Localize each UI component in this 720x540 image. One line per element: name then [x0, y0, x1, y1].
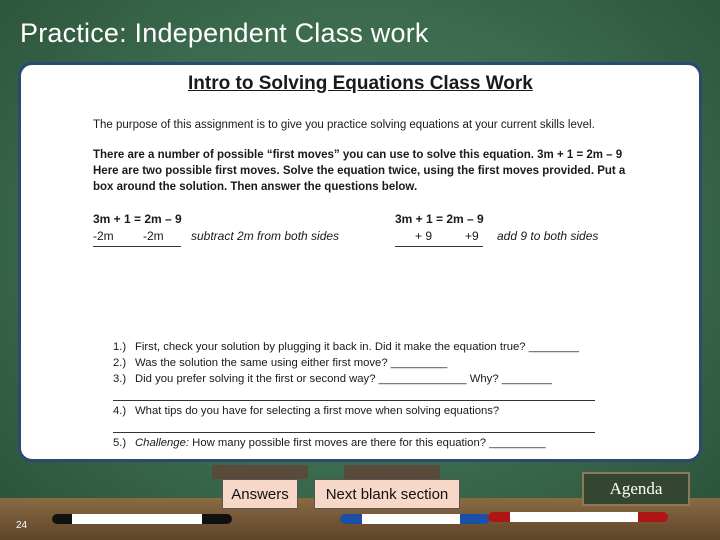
instructions-line-1: There are a number of possible “first moves” you can use to solve this equation. 3m + 1 = 2m – 9 — [93, 149, 623, 161]
red-marker-icon — [488, 512, 668, 522]
question-2 — [113, 357, 447, 369]
slide-title: Practice: Independent Class work — [20, 18, 429, 48]
question-1-text: First, check your solution by plugging it back in. Did it make the equation true? ________ — [135, 341, 579, 353]
page-number: 24 — [16, 520, 28, 531]
answer-line — [113, 400, 595, 401]
worksheet-image — [18, 62, 702, 462]
question-4-number: 4.) — [113, 405, 127, 417]
right-step-note: add 9 to both sides — [497, 229, 599, 243]
blue-marker-icon — [340, 514, 490, 524]
agenda-button[interactable]: Agenda — [582, 472, 690, 506]
question-5-text: How many possible first moves are there for this equation? _________ — [189, 437, 546, 449]
question-2-text: Was the solution the same using either first move? _________ — [135, 357, 448, 369]
next-blank-section-button[interactable]: Next blank section — [314, 479, 460, 509]
right-step-left: + 9 — [415, 229, 433, 243]
instructions-line-3: box around the solution. Then answer the questions below. — [93, 181, 418, 193]
question-5-label: Challenge: — [135, 437, 190, 449]
eraser-left — [212, 465, 308, 479]
question-4-text: What tips do you have for selecting a first move when solving equations? — [135, 405, 500, 417]
question-1-number: 1.) — [113, 341, 127, 353]
right-step-right: +9 — [465, 229, 479, 243]
question-3-text: Did you prefer solving it the first or second way? ______________ Why? ________ — [135, 373, 552, 385]
left-step-right: -2m — [143, 229, 164, 243]
eraser-middle — [344, 465, 440, 479]
question-4 — [113, 405, 499, 417]
purpose-text: The purpose of this assignment is to give you practice solving equations at your current skills level. — [93, 119, 595, 131]
black-marker-icon — [52, 514, 232, 524]
right-equation: 3m + 1 = 2m – 9 — [395, 212, 484, 226]
question-3-number: 3.) — [113, 373, 127, 385]
question-5 — [113, 437, 546, 449]
left-equation: 3m + 1 = 2m – 9 — [93, 212, 182, 226]
question-3 — [113, 373, 552, 385]
left-step-note: subtract 2m from both sides — [191, 229, 340, 243]
left-step-underline — [93, 246, 181, 247]
question-1 — [113, 341, 579, 353]
question-5-number: 5.) — [113, 437, 127, 449]
answers-button[interactable]: Answers — [222, 479, 298, 509]
answer-line — [113, 432, 595, 433]
question-2-number: 2.) — [113, 357, 127, 369]
left-step-left: -2m — [93, 229, 114, 243]
right-step-underline — [395, 246, 483, 247]
worksheet-title: Intro to Solving Equations Class Work — [188, 73, 533, 94]
instructions-line-2: Here are two possible first moves. Solve the equation twice, using the first moves provided. Put a — [93, 165, 626, 177]
